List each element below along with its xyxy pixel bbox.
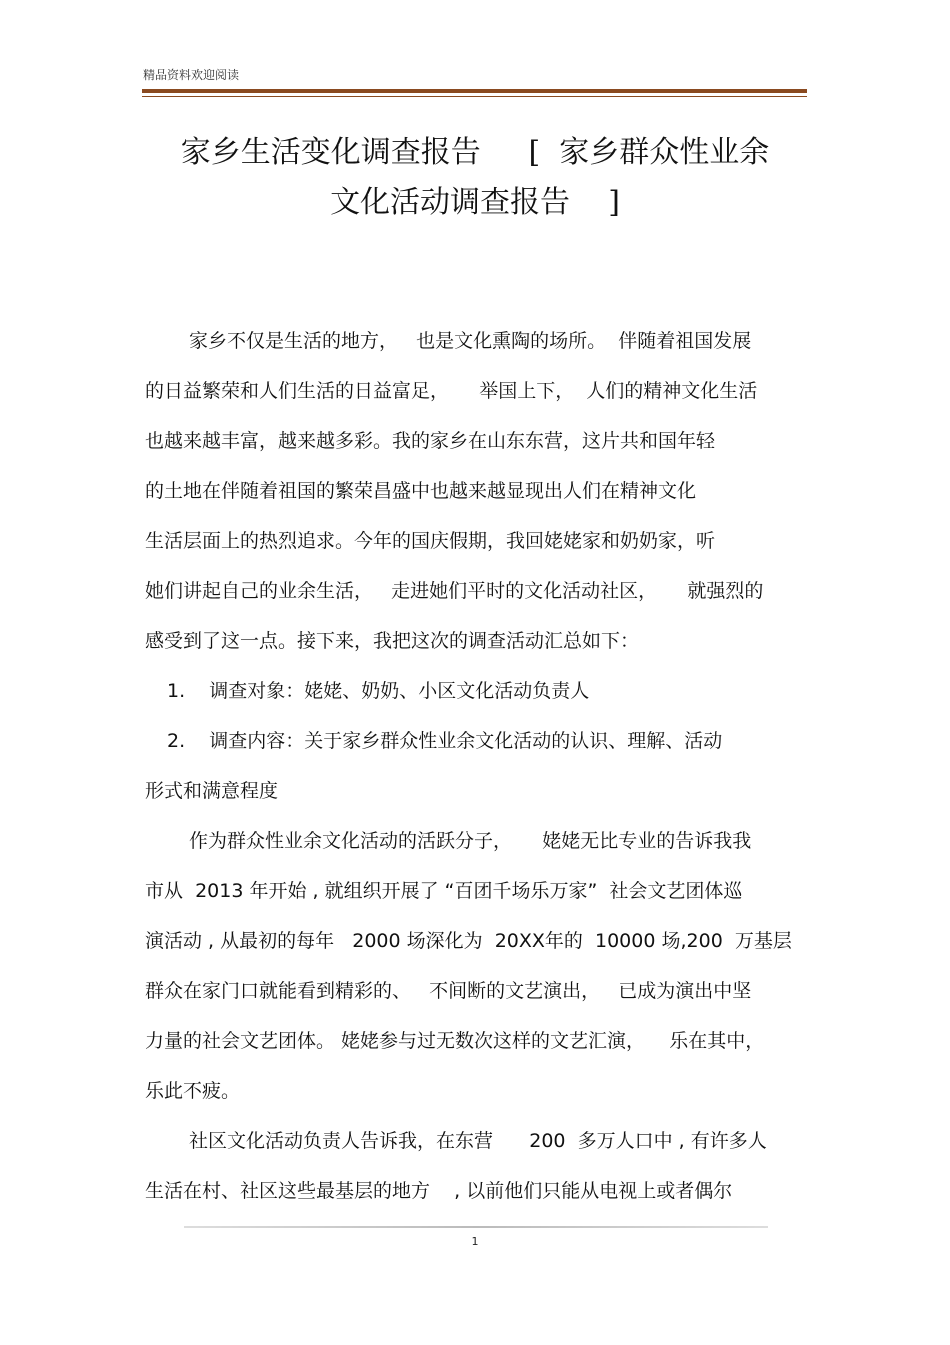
paragraph-line: 社区文化活动负责人告诉我，在东营 200 多万人口中 , 有许多人 [189,1130,767,1152]
paragraph-line: 乐此不疲。 [145,1080,241,1102]
paragraph-line: 市从 2013 年开始 , 就组织开展了 “百团千场乐万家” 社会文艺团体巡 [145,880,743,902]
list-item: 2. 调查内容：关于家乡群众性业余文化活动的认识、理解、活动 [167,730,723,752]
title-line-2: 文化活动调查报告 ] [330,185,620,220]
document-title [140,128,810,228]
document-body [145,316,810,1216]
paragraph-line: 群众在家门口就能看到精彩的、 不间断的文艺演出， 已成为演出中坚 [145,980,752,1002]
page-number: 1 [471,1235,479,1248]
header-rule-thin [142,96,807,97]
paragraph-line: 家乡不仅是生活的地方， 也是文化熏陶的场所。 伴随着祖国发展 [189,330,752,352]
paragraph-line: 形式和满意程度 [145,780,279,802]
paragraph-line: 感受到了这一点。接下来，我把这次的调查活动汇总如下： [145,630,640,652]
paragraph-line: 也越来越丰富，越来越多彩。我的家乡在山东东营，这片共和国年轻 [145,430,716,452]
paragraph-line: 演活动 , 从最初的每年 2000 场深化为 20XX年的 10000 场,200 万基层 [145,930,792,952]
header-rule-thick [142,89,807,93]
paragraph-line: 力量的社会文艺团体。 姥姥参与过无数次这样的文艺汇演， 乐在其中， [145,1030,765,1052]
paragraph-line: 作为群众性业余文化活动的活跃分子， 姥姥无比专业的告诉我我 [189,830,752,852]
paragraph-line: 生活在村、社区这些最基层的地方 , 以前他们只能从电视上或者偶尔 [145,1180,733,1202]
paragraph-line: 生活层面上的热烈追求。今年的国庆假期，我回姥姥家和奶奶家，听 [145,530,716,552]
paragraph-line: 她们讲起自己的业余生活， 走进她们平时的文化活动社区， 就强烈的 [145,580,764,602]
title-line-1: 家乡生活变化调查报告 [ 家乡群众性业余 [180,135,770,170]
paragraph-line: 的土地在伴随着祖国的繁荣昌盛中也越来越显现出人们在精神文化 [145,480,697,502]
footer-rule [184,1226,768,1228]
list-item: 1. 调查对象：姥姥、奶奶、小区文化活动负责人 [167,680,590,702]
paragraph-line: 的日益繁荣和人们生活的日益富足， 举国上下， 人们的精神文化生活 [145,380,758,402]
page-header-text: 精品资料欢迎阅读 [143,68,240,82]
